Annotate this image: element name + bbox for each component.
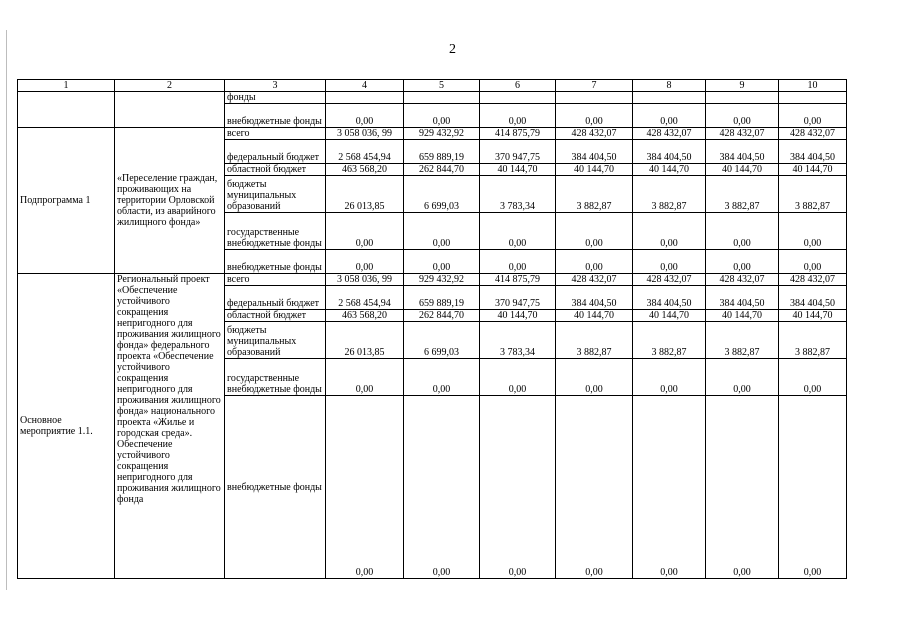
- value-cell: 3 882,87: [556, 322, 633, 359]
- value-cell: 929 432,92: [404, 274, 480, 286]
- value-cell: 384 404,50: [706, 140, 779, 164]
- value-cell: 659 889,19: [404, 286, 480, 310]
- value-cell: 0,00: [779, 359, 847, 396]
- source-cell: внебюджетные фонды: [225, 250, 326, 274]
- value-cell: 370 947,75: [480, 140, 556, 164]
- value-cell: 0,00: [556, 104, 633, 128]
- value-cell: 40 144,70: [779, 164, 847, 176]
- value-cell: 428 432,07: [706, 274, 779, 286]
- value-cell: 0,00: [633, 250, 706, 274]
- value-cell: 0,00: [326, 213, 404, 250]
- source-cell: фонды: [225, 92, 326, 104]
- value-cell: 262 844,70: [404, 164, 480, 176]
- value-cell: 0,00: [706, 104, 779, 128]
- value-cell: 0,00: [779, 104, 847, 128]
- value-cell: 3 783,34: [480, 176, 556, 213]
- value-cell: 0,00: [404, 250, 480, 274]
- value-cell: 0,00: [556, 359, 633, 396]
- value-cell: 0,00: [706, 213, 779, 250]
- value-cell: 40 144,70: [480, 164, 556, 176]
- value-cell: 2 568 454,94: [326, 140, 404, 164]
- subprogram-name: «Переселение граждан, проживающих на территории Орловской области, из аварийного жилищного фонда»: [115, 128, 225, 274]
- value-cell: 0,00: [633, 359, 706, 396]
- measure-label: Основное мероприятие 1.1.: [18, 274, 115, 579]
- value-cell: 3 882,87: [633, 322, 706, 359]
- value-cell: 0,00: [404, 359, 480, 396]
- value-cell: 414 875,79: [480, 128, 556, 140]
- table-row: [18, 128, 847, 140]
- value-cell: 6 699,03: [404, 176, 480, 213]
- col-header: 4: [326, 80, 404, 92]
- value-cell: 428 432,07: [779, 128, 847, 140]
- value-cell: 463 568,20: [326, 310, 404, 322]
- value-cell: [480, 92, 556, 104]
- value-cell: 26 013,85: [326, 322, 404, 359]
- value-cell: 2 568 454,94: [326, 286, 404, 310]
- col-header: 2: [115, 80, 225, 92]
- value-cell: 0,00: [706, 250, 779, 274]
- measure-name: Региональный проект «Обеспечение устойчивого сокращения непригодного для проживания жилищного фонда» федерального проекта «Обеспечение устойчивого сокращения непригодного для проживания жилищного фонда» национального проекта «Жилье и городская среда». Обеспечение устойчивого сокращения непригодного для проживания жилищного фонда: [115, 274, 225, 579]
- value-cell: 463 568,20: [326, 164, 404, 176]
- value-cell: 3 882,87: [779, 322, 847, 359]
- value-cell: 40 144,70: [556, 310, 633, 322]
- table-row: [18, 92, 847, 104]
- value-cell: 0,00: [633, 396, 706, 579]
- source-cell: внебюджетные фонды: [225, 104, 326, 128]
- value-cell: 0,00: [404, 396, 480, 579]
- value-cell: 0,00: [480, 104, 556, 128]
- value-cell: 40 144,70: [706, 164, 779, 176]
- source-cell: внебюджетные фонды: [225, 396, 326, 579]
- value-cell: 40 144,70: [706, 310, 779, 322]
- value-cell: 384 404,50: [779, 286, 847, 310]
- col-header: 9: [706, 80, 779, 92]
- value-cell: 6 699,03: [404, 322, 480, 359]
- table-row: [18, 274, 847, 286]
- value-cell: 40 144,70: [556, 164, 633, 176]
- value-cell: 0,00: [326, 104, 404, 128]
- subprogram-label: Подпрограмма 1: [18, 128, 115, 274]
- value-cell: 3 058 036, 99: [326, 274, 404, 286]
- value-cell: 0,00: [480, 359, 556, 396]
- empty-cell: [115, 92, 225, 128]
- value-cell: [633, 92, 706, 104]
- value-cell: [556, 92, 633, 104]
- value-cell: 0,00: [480, 250, 556, 274]
- value-cell: 428 432,07: [556, 274, 633, 286]
- value-cell: 0,00: [480, 213, 556, 250]
- col-header: 1: [18, 80, 115, 92]
- value-cell: 0,00: [633, 104, 706, 128]
- value-cell: 0,00: [779, 213, 847, 250]
- value-cell: [326, 92, 404, 104]
- value-cell: 370 947,75: [480, 286, 556, 310]
- value-cell: 3 882,87: [556, 176, 633, 213]
- source-cell: бюджеты муниципальных образований: [225, 176, 326, 213]
- value-cell: 414 875,79: [480, 274, 556, 286]
- value-cell: 0,00: [326, 250, 404, 274]
- value-cell: 0,00: [404, 104, 480, 128]
- value-cell: 40 144,70: [633, 164, 706, 176]
- value-cell: 3 882,87: [633, 176, 706, 213]
- value-cell: 3 882,87: [706, 322, 779, 359]
- value-cell: 428 432,07: [556, 128, 633, 140]
- value-cell: 384 404,50: [556, 286, 633, 310]
- value-cell: 0,00: [556, 396, 633, 579]
- value-cell: 3 783,34: [480, 322, 556, 359]
- value-cell: [706, 92, 779, 104]
- value-cell: [779, 92, 847, 104]
- value-cell: 0,00: [480, 396, 556, 579]
- value-cell: 384 404,50: [633, 286, 706, 310]
- value-cell: 0,00: [706, 396, 779, 579]
- source-cell: всего: [225, 128, 326, 140]
- value-cell: 0,00: [633, 213, 706, 250]
- value-cell: 40 144,70: [633, 310, 706, 322]
- empty-cell: [18, 92, 115, 128]
- col-header: 10: [779, 80, 847, 92]
- value-cell: [404, 92, 480, 104]
- source-cell: федеральный бюджет: [225, 286, 326, 310]
- value-cell: 0,00: [404, 213, 480, 250]
- source-cell: всего: [225, 274, 326, 286]
- value-cell: 0,00: [779, 396, 847, 579]
- column-number-row: [18, 80, 847, 92]
- source-cell: областной бюджет: [225, 164, 326, 176]
- value-cell: 262 844,70: [404, 310, 480, 322]
- value-cell: 40 144,70: [480, 310, 556, 322]
- value-cell: 428 432,07: [779, 274, 847, 286]
- value-cell: 384 404,50: [633, 140, 706, 164]
- col-header: 7: [556, 80, 633, 92]
- value-cell: 0,00: [556, 213, 633, 250]
- page-number: 2: [449, 42, 456, 57]
- value-cell: 384 404,50: [706, 286, 779, 310]
- source-cell: федеральный бюджет: [225, 140, 326, 164]
- value-cell: 384 404,50: [556, 140, 633, 164]
- value-cell: 40 144,70: [779, 310, 847, 322]
- source-cell: областной бюджет: [225, 310, 326, 322]
- value-cell: 0,00: [326, 396, 404, 579]
- value-cell: 929 432,92: [404, 128, 480, 140]
- value-cell: 659 889,19: [404, 140, 480, 164]
- value-cell: 3 882,87: [779, 176, 847, 213]
- source-cell: государственные внебюджетные фонды: [225, 359, 326, 396]
- value-cell: 26 013,85: [326, 176, 404, 213]
- col-header: 8: [633, 80, 706, 92]
- source-cell: бюджеты муниципальных образований: [225, 322, 326, 359]
- col-header: 5: [404, 80, 480, 92]
- value-cell: 384 404,50: [779, 140, 847, 164]
- source-cell: государственные внебюджетные фонды: [225, 213, 326, 250]
- value-cell: 3 882,87: [706, 176, 779, 213]
- value-cell: 0,00: [326, 359, 404, 396]
- value-cell: 428 432,07: [633, 128, 706, 140]
- value-cell: 428 432,07: [706, 128, 779, 140]
- page-edge-line: [6, 30, 7, 590]
- value-cell: 0,00: [706, 359, 779, 396]
- value-cell: 428 432,07: [633, 274, 706, 286]
- col-header: 6: [480, 80, 556, 92]
- col-header: 3: [225, 80, 326, 92]
- budget-table: [17, 79, 847, 579]
- value-cell: 3 058 036, 99: [326, 128, 404, 140]
- value-cell: 0,00: [556, 250, 633, 274]
- value-cell: 0,00: [779, 250, 847, 274]
